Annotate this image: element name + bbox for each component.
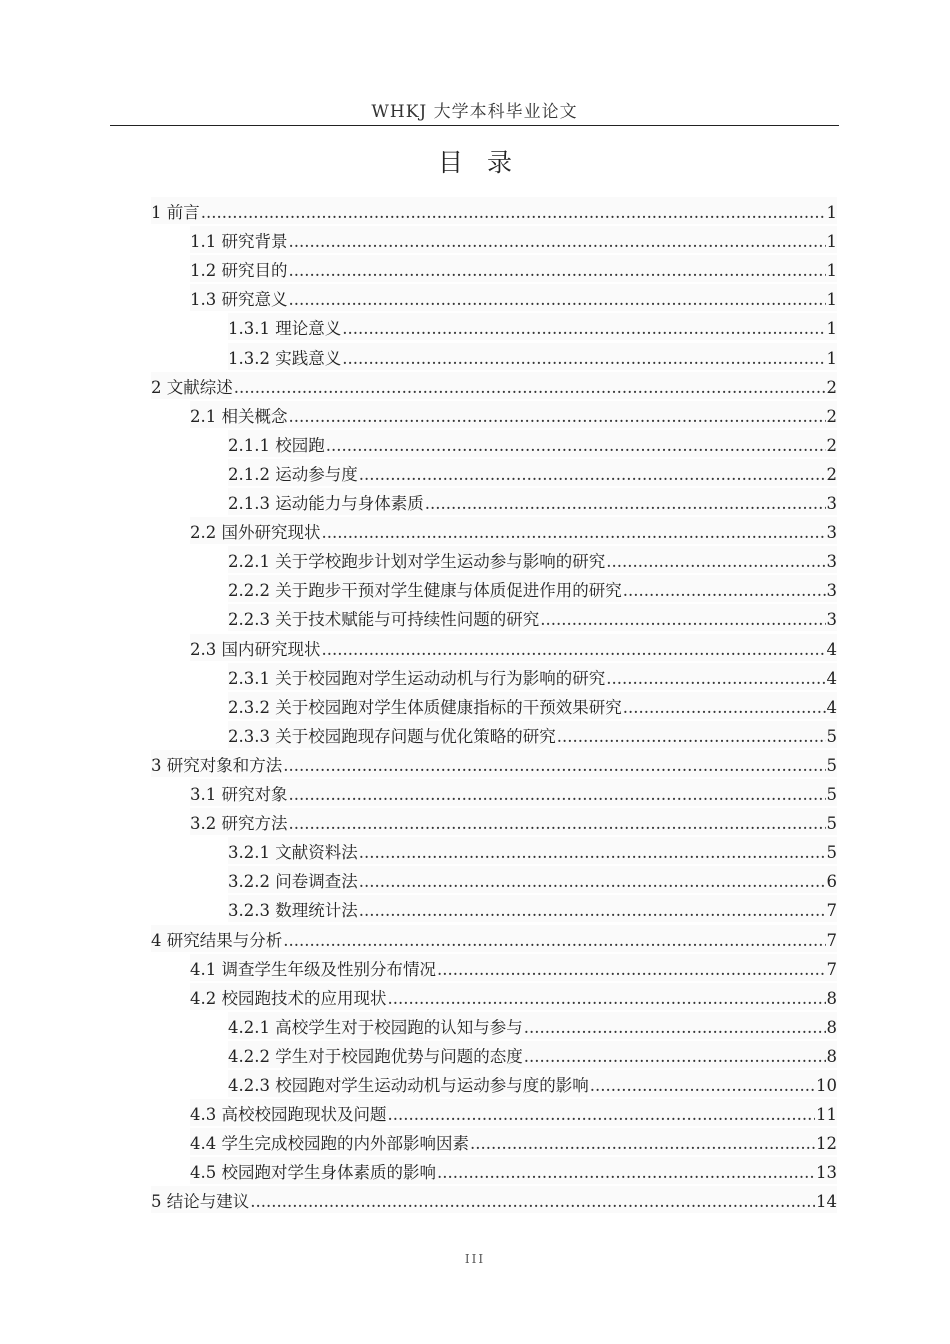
toc-entry-page: 5 [826,727,837,746]
toc-entry-page: 1 [826,290,837,309]
toc-entry[interactable] [190,517,837,544]
toc-leader-dots [388,1104,816,1126]
toc-entry-label: 4.1 调查学生年级及性别分布情况 [190,960,436,979]
toc-entry-label: 1.1 研究背景 [190,232,288,251]
toc-entry-label: 2.2 国外研究现状 [190,523,321,542]
toc-entry[interactable] [151,1186,837,1213]
toc-entry-page: 10 [816,1076,837,1095]
toc-entry[interactable] [228,895,837,922]
toc-entry-label: 3.2.3 数理统计法 [228,901,358,920]
toc-entry-page: 1 [826,319,837,338]
toc-leader-dots [425,493,826,515]
toc-entry-label: 2.2.1 关于学校跑步计划对学生运动参与影响的研究 [228,552,606,571]
toc-entry-label: 1.2 研究目的 [190,261,288,280]
toc-entry-label: 4.4 学生完成校园跑的内外部影响因素 [190,1134,469,1153]
toc-entry-label: 4.2.3 校园跑对学生运动动机与运动参与度的影响 [228,1076,589,1095]
toc-leader-dots [437,1162,815,1184]
toc-entry-page: 6 [826,872,837,891]
toc-leader-dots [342,348,825,370]
toc-entry[interactable] [190,401,837,428]
toc-leader-dots [557,726,826,748]
toc-entry-label: 2.3 国内研究现状 [190,640,321,659]
toc-entry-page: 8 [826,1047,837,1066]
toc-entry-page: 7 [826,901,837,920]
toc-entry[interactable] [151,750,837,777]
toc-entry[interactable] [190,808,837,835]
toc-entry-page: 5 [826,756,837,775]
toc-entry[interactable] [228,663,837,690]
toc-entry-page: 1 [826,203,837,222]
toc-entry-page: 8 [826,989,837,1008]
toc-entry-page: 1 [826,232,837,251]
toc-leader-dots [289,406,826,428]
toc-leader-dots [322,639,826,661]
running-header: WHKJ 大学本科毕业论文 [371,102,578,122]
toc-leader-dots [201,202,826,224]
toc-entry-label: 3 研究对象和方法 [151,756,283,775]
toc-entry[interactable] [228,604,837,631]
toc-entry-label: 2.1 相关概念 [190,407,288,426]
toc-entry[interactable] [190,1157,837,1184]
toc-entry-label: 5 结论与建议 [151,1192,250,1211]
toc-leader-dots [289,813,826,835]
toc-entry-page: 3 [826,523,837,542]
toc-entry[interactable] [228,459,837,486]
toc-entry[interactable] [151,925,837,952]
toc-leader-dots [359,464,826,486]
toc-entry-label: 2.2.2 关于跑步干预对学生健康与体质促进作用的研究 [228,581,622,600]
toc-entry[interactable] [190,284,837,311]
toc-entry[interactable] [190,779,837,806]
toc-leader-dots [234,377,826,399]
toc-entry-label: 2.3.2 关于校园跑对学生体质健康指标的干预效果研究 [228,698,622,717]
toc-entry-label: 1.3.1 理论意义 [228,319,342,338]
toc-entry-page: 2 [826,378,837,397]
toc-entry-page: 5 [826,843,837,862]
toc-leader-dots [470,1133,815,1155]
header-rule [110,125,839,126]
toc-entry-page: 8 [826,1018,837,1037]
toc-entry-label: 1.3.2 实践意义 [228,349,342,368]
toc-entry-label: 3.2.1 文献资料法 [228,843,358,862]
toc-entry[interactable] [151,197,837,224]
toc-entry[interactable] [228,546,837,573]
toc-entry-label: 4.2.2 学生对于校园跑优势与问题的态度 [228,1047,523,1066]
toc-entry-label: 2.3.3 关于校园跑现存问题与优化策略的研究 [228,727,556,746]
toc-entry-label: 1.3 研究意义 [190,290,288,309]
toc-leader-dots [524,1017,826,1039]
page-title: 目录 [437,148,536,177]
toc-entry[interactable] [228,1070,837,1097]
toc-entry-label: 4.2 校园跑技术的应用现状 [190,989,387,1008]
toc-entry-label: 2 文献综述 [151,378,233,397]
toc-entry[interactable] [151,372,837,399]
toc-leader-dots [283,930,825,952]
toc-entry[interactable] [228,837,837,864]
toc-leader-dots [606,551,825,573]
toc-entry-label: 3.1 研究对象 [190,785,288,804]
toc-entry-label: 4.5 校园跑对学生身体素质的影响 [190,1163,436,1182]
toc-entry[interactable] [190,954,837,981]
toc-entry-page: 14 [816,1192,837,1211]
toc-leader-dots [289,231,826,253]
toc-entry-page: 3 [826,494,837,513]
toc-leader-dots [437,959,826,981]
toc-entry[interactable] [228,692,837,719]
toc-entry[interactable] [190,1128,837,1155]
toc-entry-label: 3.2.2 问卷调查法 [228,872,358,891]
toc-entry-page: 4 [826,698,837,717]
toc-entry-page: 7 [826,931,837,950]
toc-entry-page: 1 [826,261,837,280]
toc-leader-dots [524,1046,826,1068]
toc-entry-page: 3 [826,581,837,600]
toc-leader-dots [289,784,826,806]
toc-entry-label: 2.2.3 关于技术赋能与可持续性问题的研究 [228,610,540,629]
toc-entry-page: 2 [826,436,837,455]
toc-entry-page: 4 [826,669,837,688]
toc-leader-dots [283,755,825,777]
toc-entry-page: 13 [816,1163,837,1182]
toc-entry[interactable] [228,1041,837,1068]
toc-entry-page: 4 [826,640,837,659]
toc-leader-dots [359,842,826,864]
toc-entry[interactable] [228,575,837,602]
toc-leader-dots [623,580,826,602]
toc-entry[interactable] [190,255,837,282]
toc-entry[interactable] [228,343,837,370]
toc-entry[interactable] [190,634,837,661]
toc-leader-dots [359,871,826,893]
toc-entry[interactable] [228,488,837,515]
toc-leader-dots [540,609,825,631]
toc-entry-page: 7 [826,960,837,979]
toc-leader-dots [623,697,826,719]
toc-leader-dots [388,988,826,1010]
toc-entry-label: 3.2 研究方法 [190,814,288,833]
toc-entry[interactable] [228,721,837,748]
toc-entry-label: 1 前言 [151,203,200,222]
toc-entry-page: 5 [826,785,837,804]
toc-entry-page: 12 [816,1134,837,1153]
toc-entry-page: 2 [826,465,837,484]
toc-entry-label: 4.3 高校校园跑现状及问题 [190,1105,387,1124]
toc-leader-dots [590,1075,815,1097]
toc-entry-label: 2.1.3 运动能力与身体素质 [228,494,424,513]
toc-entry-page: 11 [816,1105,837,1124]
toc-entry-label: 2.1.1 校园跑 [228,436,325,455]
toc-entry[interactable] [190,226,837,253]
toc-entry-page: 3 [826,552,837,571]
page-number: III [464,1252,486,1266]
toc-entry-page: 5 [826,814,837,833]
toc-entry-page: 2 [826,407,837,426]
toc-entry[interactable] [228,430,837,457]
toc-entry[interactable] [228,1012,837,1039]
toc-entry-label: 4.2.1 高校学生对于校园跑的认知与参与 [228,1018,523,1037]
toc-entry[interactable] [228,866,837,893]
toc-leader-dots [326,435,826,457]
toc-leader-dots [359,900,826,922]
toc-entry-page: 3 [826,610,837,629]
toc-leader-dots [289,289,826,311]
toc-leader-dots [322,522,826,544]
toc-leader-dots [342,318,825,340]
toc-entry-page: 1 [826,349,837,368]
toc-entry[interactable] [190,983,837,1010]
toc-entry-label: 2.3.1 关于校园跑对学生运动动机与行为影响的研究 [228,669,606,688]
toc-entry-label: 4 研究结果与分析 [151,931,283,950]
toc-entry[interactable] [228,313,837,340]
toc-entry-label: 2.1.2 运动参与度 [228,465,358,484]
toc-entry[interactable] [190,1099,837,1126]
toc-leader-dots [250,1191,815,1213]
toc-leader-dots [289,260,826,282]
toc-leader-dots [606,668,825,690]
